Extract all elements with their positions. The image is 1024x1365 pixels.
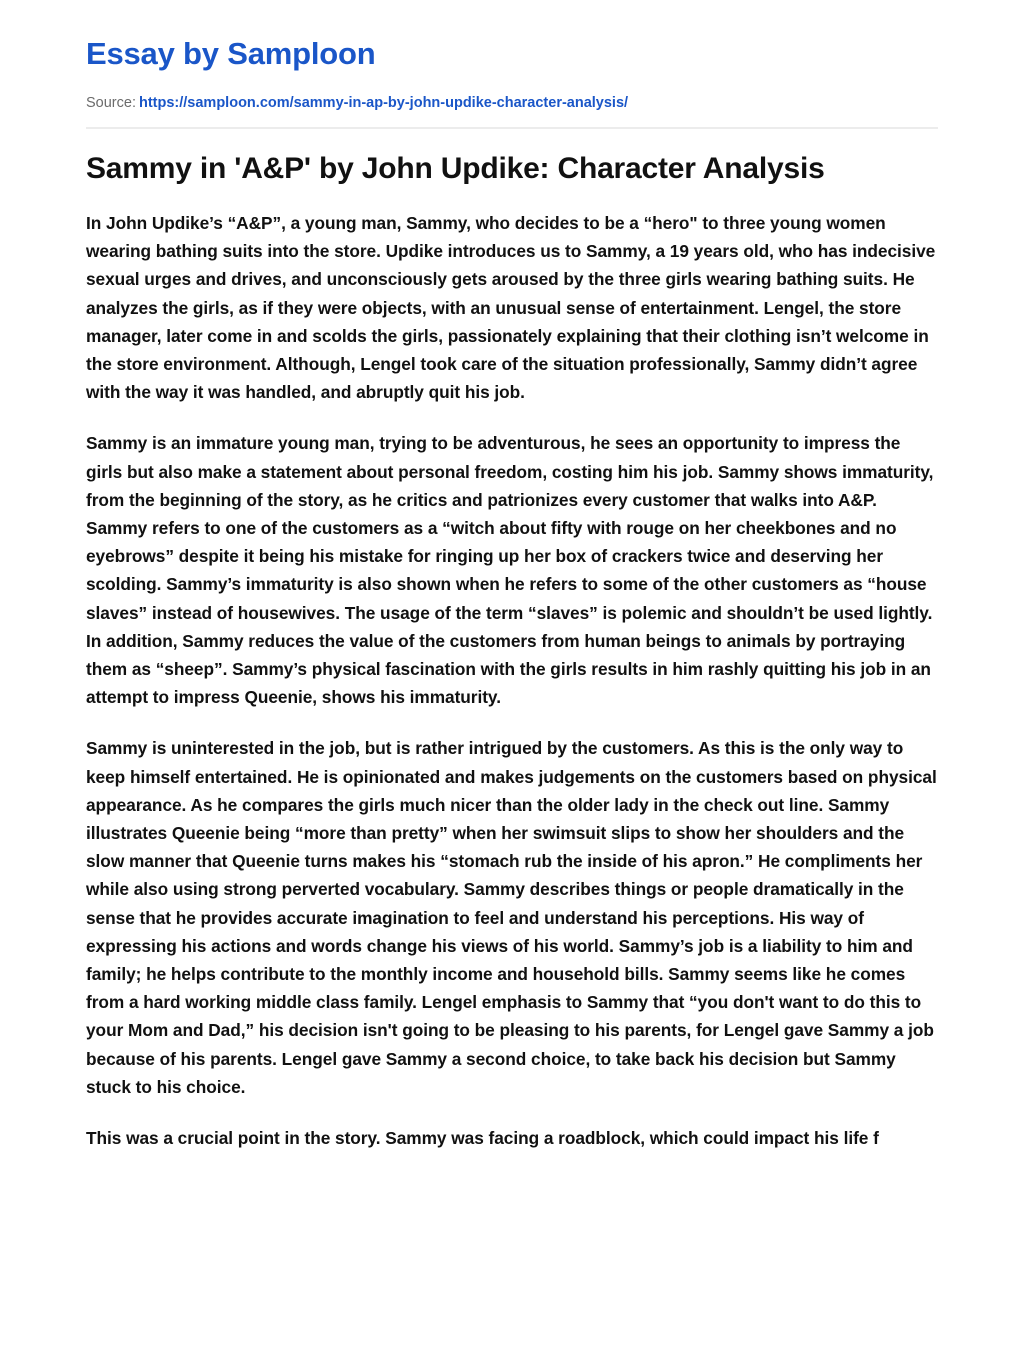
source-line [86,69,938,112]
source-url-link[interactable]: https://samploon.com/sammy-in-ap-by-john-updike-character-analysis/ [138,95,629,111]
essay-body [86,187,938,1152]
essay-paragraph: This was a crucial point in the story. Sammy was facing a roadblock, which could impact his life f [86,1127,879,1148]
essay-paragraph: Sammy is an immature young man, trying to be adventurous, he sees an opportunity to impress the girls but also make a statement about personal freedom, costing him his job. Sammy shows immaturity, from the beginning of the story, as he critics and patrionizes every customer that walks into A&P. Sammy refers to one of the customers as a “witch about fifty with rouge on her cheekbones and no eyebrows” despite it being his mistake for ringing up her box of crackers twice and deserving her scolding. Sammy’s immaturity is also shown when he refers to some of the other customers as “house slaves” instead of housewives. The usage of the term “slaves” is polemic and shouldn’t be used lightly. In addition, Sammy reduces the value of the customers from human beings to animals by portraying them as “sheep”. Sammy’s physical fascination with the girls results in him rashly quitting his job in an attempt to impress Queenie, shows his immaturity. [86,433,934,708]
page-title: Sammy in 'A&P' by John Updike: Character Analysis [86,152,825,186]
page-inner-column [86,0,938,1152]
essay-paragraph: Sammy is uninterested in the job, but is rather intrigued by the customers. As this is the only way to keep himself entertained. He is opinionated and makes judgements on the customers based on physical appearance. As he compares the girls much nicer than the older lady in the check out line. Sammy illustrates Queenie being “more than pretty” when her swimsuit slips to show her shoulders and the slow manner that Queenie turns makes his “stomach rub the inside of his apron.” He compliments her while also using strong perverted vocabulary. Sammy describes things or people dramatically in the sense that he provides accurate imagination to feel and understand his perceptions. His way of expressing his actions and words change his views of his world. Sammy’s job is a liability to him and family; he helps contribute to the monthly income and household bills. Sammy seems like he comes from a hard working middle class family. Lengel emphasis to Sammy that “you don't want to do this to your Mom and Dad,” his decision isn't going to be pleasing to his parents, for Lengel gave Sammy a job because of his parents. Lengel gave Sammy a second choice, to take back his decision but Sammy stuck to his choice. [86,738,937,1097]
source-label: Source: [86,95,136,111]
essay-paragraph: In John Updike’s “A&P”, a young man, Sammy, who decides to be a “hero" to three young women wearing bathing suits into the store. Updike introduces us to Sammy, a 19 years old, who has indecisive sexual urges and drives, and unconsciously gets aroused by the three girls wearing bathing suits. He analyzes the girls, as if they were objects, with an unusual sense of entertainment. Lengel, the store manager, later come in and scolds the girls, passionately explaining that their clothing isn’t welcome in the store environment. Although, Lengel took care of the situation professionally, Sammy didn’t agree with the way it was handled, and abruptly quit his job. [86,212,936,403]
site-logo[interactable]: Essay by Samploon [86,36,376,71]
